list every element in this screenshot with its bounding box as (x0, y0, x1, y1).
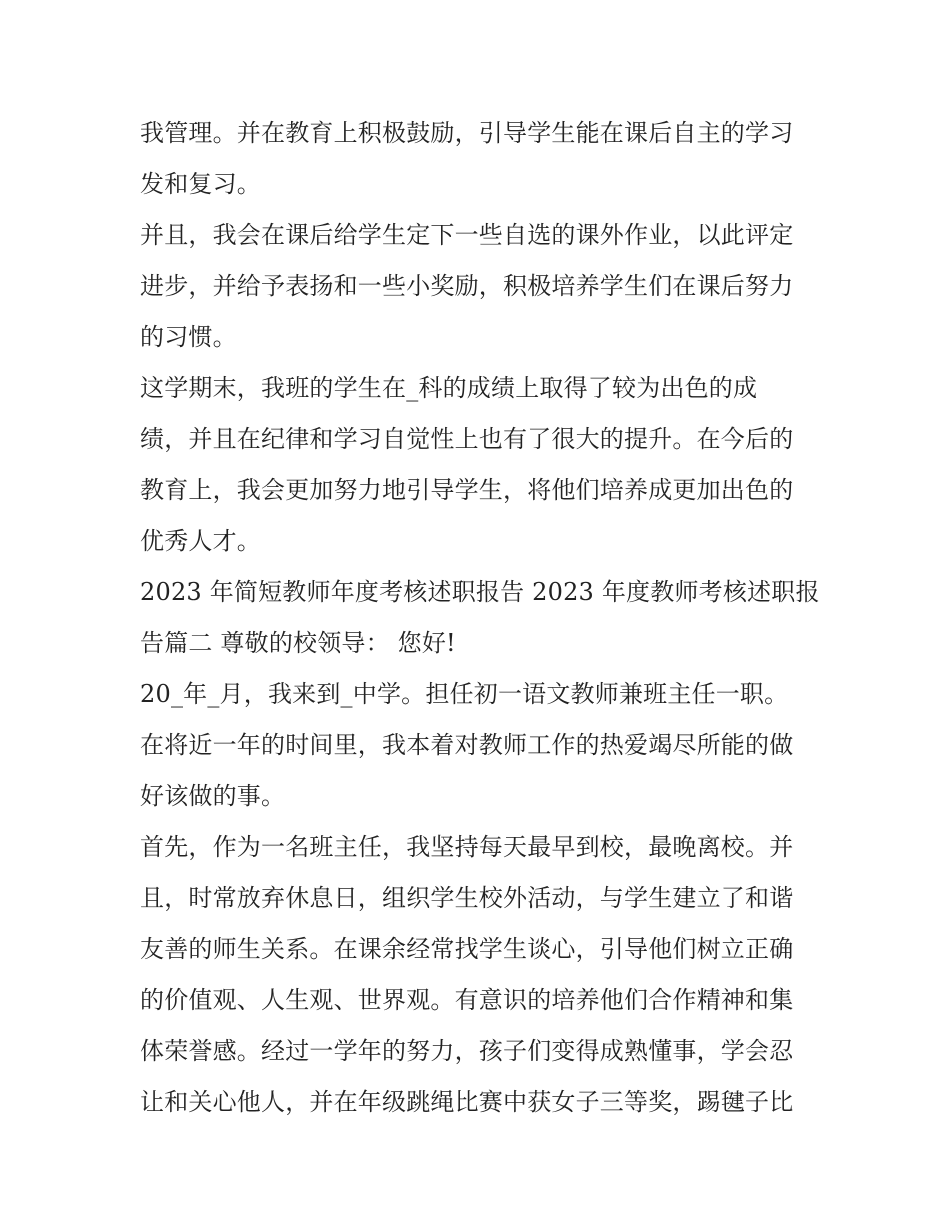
document-body (140, 108, 820, 1128)
text-line: 优秀人才。 (140, 527, 261, 555)
text-line: 友善的师生关系。在课余经常找学生谈心，引导他们树立正确 (140, 935, 794, 963)
text-line: 的习惯。 (140, 323, 237, 351)
text-line: 首先，作为一名班主任，我坚持每天最早到校，最晚离校。并 (140, 833, 794, 861)
text-line: 2023 年简短教师年度考核述职报告 2023 年度教师考核述职报 (140, 578, 820, 606)
text-line: 且，时常放弃休息日，组织学生校外活动，与学生建立了和谐 (140, 884, 794, 912)
text-line: 进步，并给予表扬和一些小奖励，积极培养学生们在课后努力 (140, 272, 794, 300)
text-line: 并且，我会在课后给学生定下一些自选的课外作业，以此评定 (140, 221, 794, 249)
text-line: 这学期末，我班的学生在_科的成绩上取得了较为出色的成 (140, 374, 758, 402)
text-line: 让和关心他人，并在年级跳绳比赛中获女子三等奖，踢毽子比 (140, 1088, 794, 1116)
text-line: 绩，并且在纪律和学习自觉性上也有了很大的提升。在今后的 (140, 425, 794, 453)
text-line: 20_年_月，我来到_中学。担任初一语文教师兼班主任一职。 (140, 680, 789, 708)
text-line: 在将近一年的时间里，我本着对教师工作的热爱竭尽所能的做 (140, 731, 794, 759)
text-line: 的价值观、人生观、世界观。有意识的培养他们合作精神和集 (140, 986, 794, 1014)
text-line: 告篇二 尊敬的校领导： 您好! (140, 629, 456, 657)
text-line: 教育上，我会更加努力地引导学生，将他们培养成更加出色的 (140, 476, 794, 504)
text-line: 发和复习。 (140, 170, 261, 198)
text-line: 我管理。并在教育上积极鼓励，引导学生能在课后自主的学习 (140, 119, 794, 147)
text-line: 好该做的事。 (140, 782, 286, 810)
text-line: 体荣誉感。经过一学年的努力，孩子们变得成熟懂事，学会忍 (140, 1037, 794, 1065)
